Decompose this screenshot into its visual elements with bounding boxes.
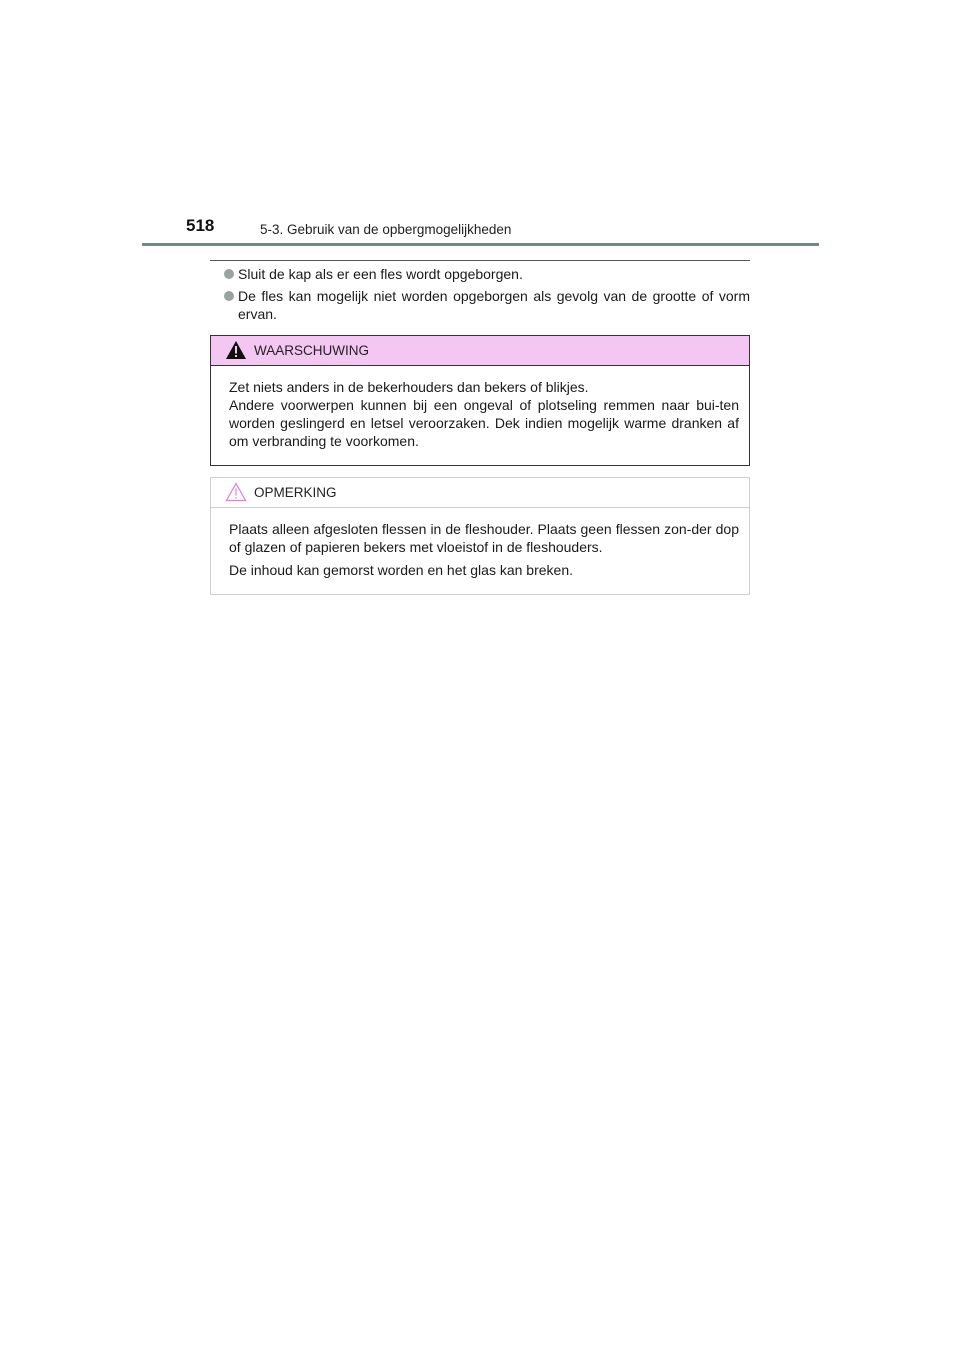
page-number: 518 [186,216,215,235]
warning-body [229,378,739,450]
bullet-list [222,265,750,327]
notice-paragraph: Plaats alleen afgesloten flessen in de fleshouder. Plaats geen flessen zon-der dop of glazen of papieren bekers met vloeistof in de fleshouders. [229,521,739,555]
bullet-text: De fles kan mogelijk niet worden opgeborgen als gevolg van de grootte of vorm ervan. [238,288,750,322]
warning-title: WAARSCHUWING [254,343,369,358]
warning-paragraph: Zet niets anders in de bekerhouders dan bekers of blikjes. [229,379,589,395]
header-rule [142,243,819,246]
warning-paragraph: Andere voorwerpen kunnen bij een ongeval of plotseling remmen naar bui-ten worden geslingerd en letsel veroorzaken. Dek indien mogelijk warme dranken af om verbranding te voorkomen. [229,397,739,449]
bullet-dot-icon [224,269,234,279]
caution-triangle-outline-icon [225,482,247,502]
notice-body [229,520,739,584]
warning-triangle-icon [225,340,247,360]
list-item [222,265,750,283]
section-divider [210,260,750,261]
bullet-text: Sluit de kap als er een fles wordt opgeborgen. [238,266,523,282]
section-title: 5-3. Gebruik van de opbergmogelijkheden [260,222,512,237]
notice-header [211,478,749,508]
notice-title: OPMERKING [254,485,337,500]
notice-paragraph: De inhoud kan gemorst worden en het glas kan breken. [229,562,573,578]
warning-header [211,336,749,366]
notice-box [210,477,750,595]
bullet-dot-icon [224,291,234,301]
warning-box [210,335,750,466]
list-item [222,287,750,323]
